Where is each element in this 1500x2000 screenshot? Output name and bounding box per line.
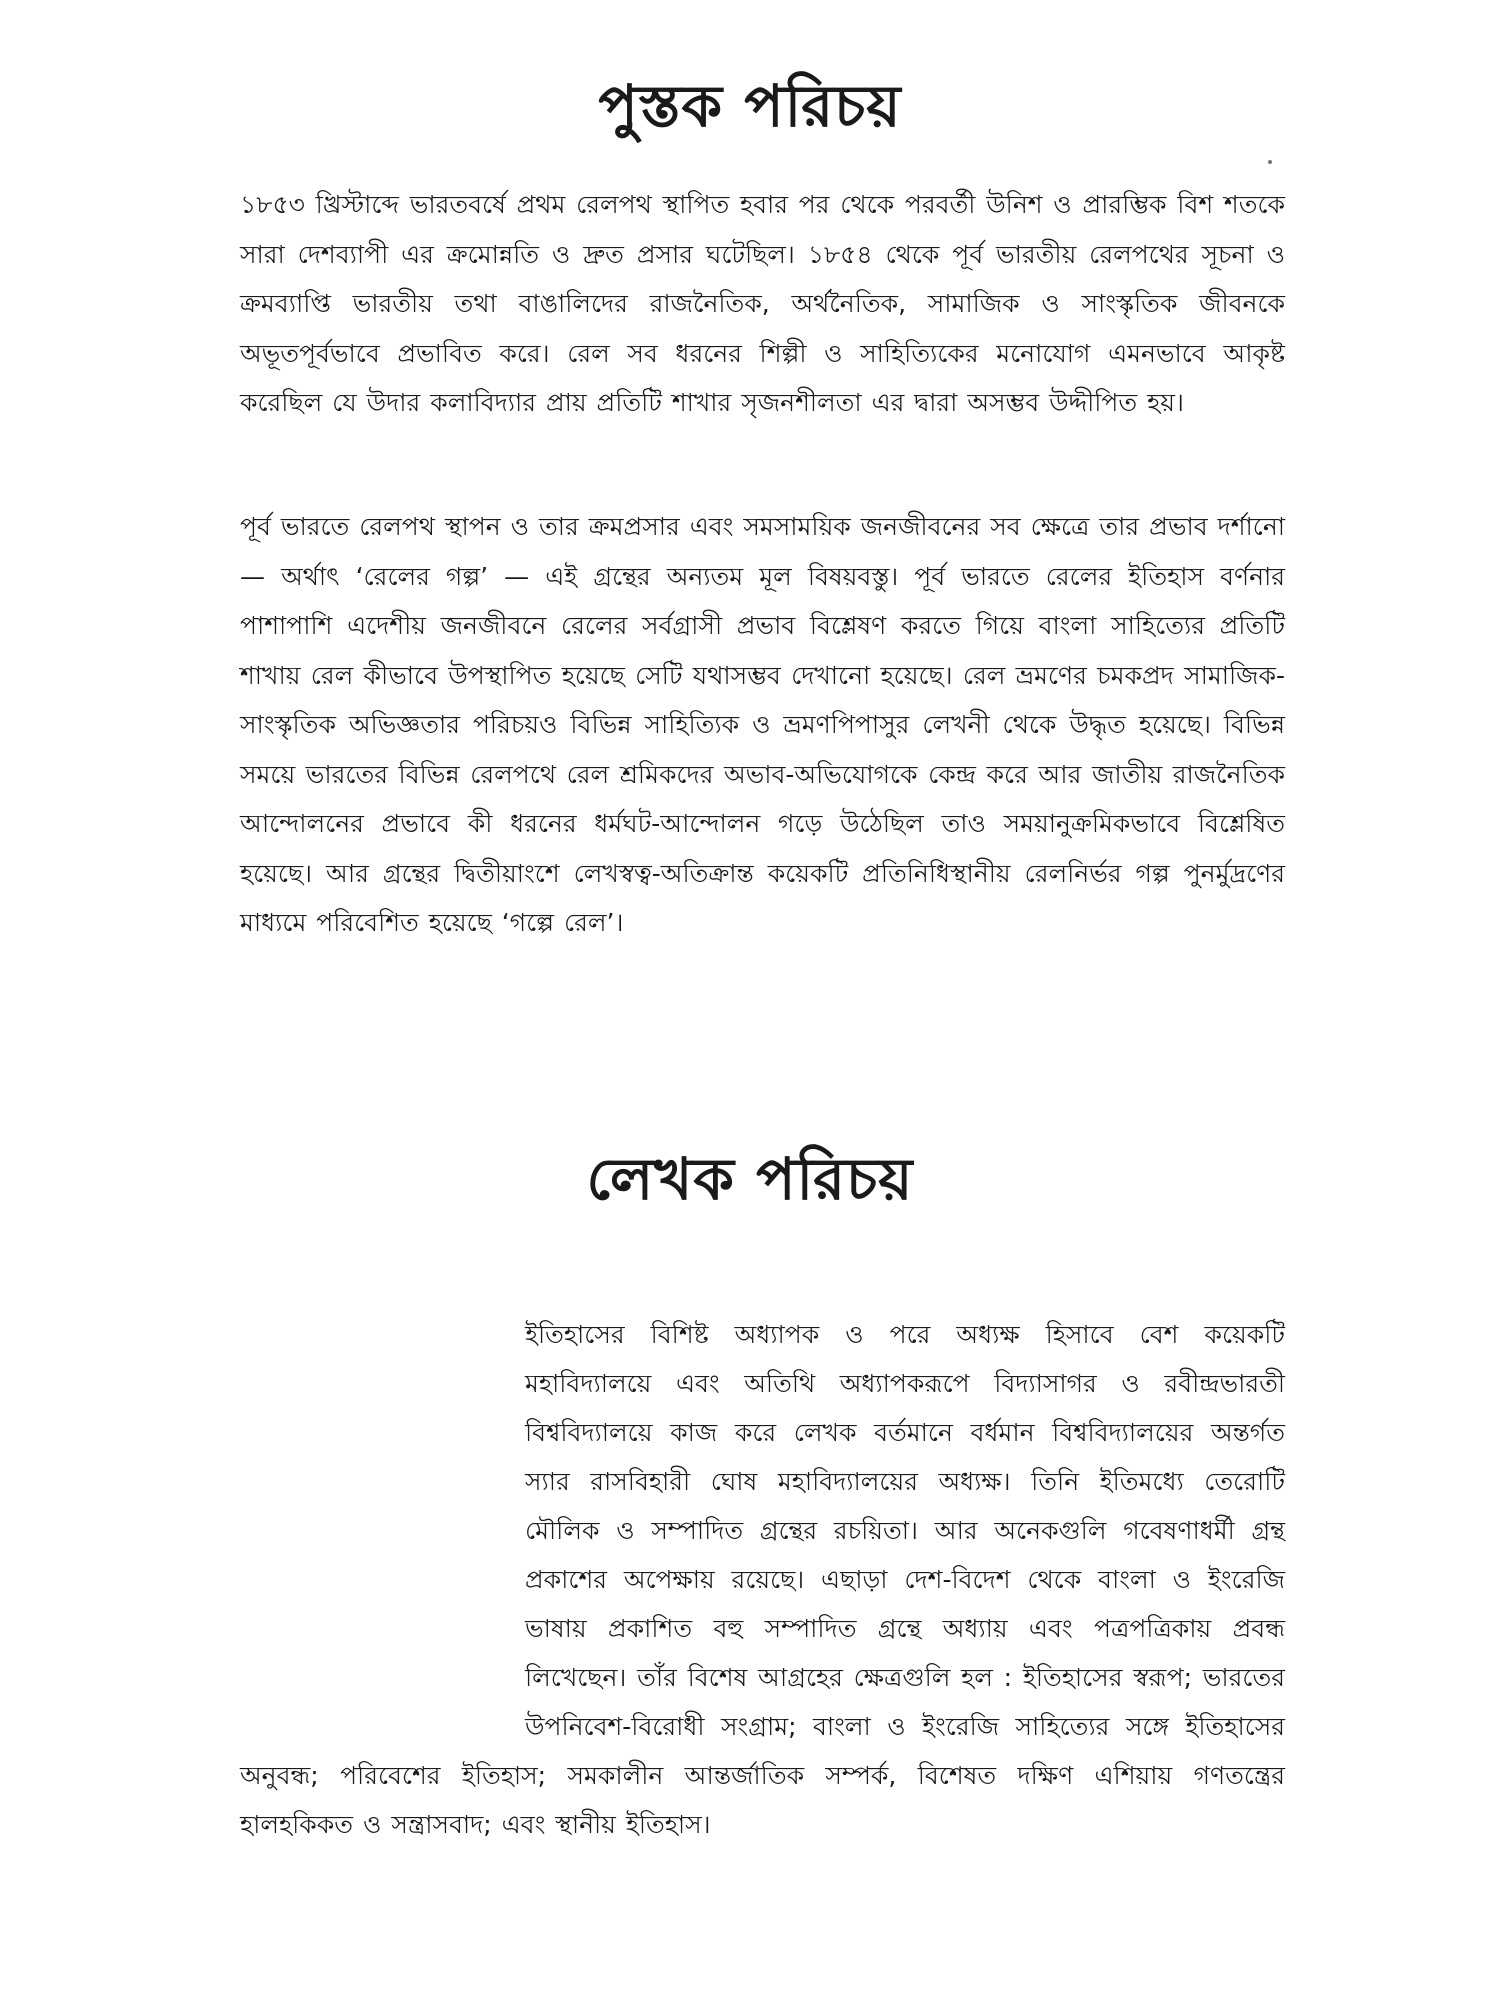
print-speck	[1268, 160, 1272, 164]
author-photo-space	[240, 1310, 525, 1732]
book-intro-heading: পুস্তক পরিচয়	[598, 72, 902, 140]
author-intro-paragraph: ইতিহাসের বিশিষ্ট অধ্যাপক ও পরে অধ্যক্ষ হিসাবে বেশ কয়েকটি মহাবিদ্যালয়ে এবং অতিথি অধ্যাপকরূপে বিদ্যাসাগর ও রবীন্দ্রভারতী বিশ্ববিদ্যালয়ে কাজ করে লেখক বর্তমানে বর্ধমান বিশ্ববিদ্যালয়ের অন্তর্গত স্যার রাসবিহারী ঘোষ মহাবিদ্যালয়ের অধ্যক্ষ। তিনি ইতিমধ্যে তেরোটি মৌলিক ও সম্পাদিত গ্রন্থের রচয়িতা। আর অনেকগুলি গবেষণাধর্মী গ্রন্থ প্রকাশের অপেক্ষায় রয়েছে। এছাড়া দেশ-বিদেশ থেকে বাংলা ও ইংরেজি ভাষায় প্রকাশিত বহু সম্পাদিত গ্রন্থে অধ্যায় এবং পত্রপত্রিকায় প্রবন্ধ লিখেছেন। তাঁর বিশেষ আগ্রহের ক্ষেত্রগুলি হল : ইতিহাসের স্বরূপ; ভারতের উপনিবেশ-বিরোধী সংগ্রাম; বাংলা ও ইংরেজি সাহিত্যের সঙ্গে ইতিহাসের অনুবন্ধ; পরিবেশের ইতিহাস; সমকালীন আন্তর্জাতিক সম্পর্ক, বিশেষত দক্ষিণ এশিয়ায় গণতন্ত্রের হালহকিকত ও সন্ত্রাসবাদ; এবং স্থানীয় ইতিহাস।	[240, 1320, 1285, 1839]
book-intro-paragraph-2: পূর্ব ভারতে রেলপথ স্থাপন ও তার ক্রমপ্রসার এবং সমসাময়িক জনজীবনের সব ক্ষেত্রে তার প্রভাব দর্শানো — অর্থাৎ ‘রেলের গল্প’ — এই গ্রন্থের অন্যতম মূল বিষয়বস্তু। পূর্ব ভারতে রেলের ইতিহাস বর্ণনার পাশাপাশি এদেশীয় জনজীবনে রেলের সর্বগ্রাসী প্রভাব বিশ্লেষণ করতে গিয়ে বাংলা সাহিত্যের প্রতিটি শাখায় রেল কীভাবে উপস্থাপিত হয়েছে সেটি যথাসম্ভব দেখানো হয়েছে। রেল ভ্রমণের চমকপ্রদ সামাজিক-সাংস্কৃতিক অভিজ্ঞতার পরিচয়ও বিভিন্ন সাহিত্যিক ও ভ্রমণপিপাসুর লেখনী থেকে উদ্ধৃত হয়েছে। বিভিন্ন সময়ে ভারতের বিভিন্ন রেলপথে রেল শ্রমিকদের অভাব-অভিযোগকে কেন্দ্র করে আর জাতীয় রাজনৈতিক আন্দোলনের প্রভাবে কী ধরনের ধর্মঘট-আন্দোলন গড়ে উঠেছিল তাও সময়ানুক্রমিকভাবে বিশ্লেষিত হয়েছে। আর গ্রন্থের দ্বিতীয়াংশে লেখস্বত্ব-অতিক্রান্ত কয়েকটি প্রতিনিধিস্থানীয় রেলনির্ভর গল্প পুনর্মুদ্রণের মাধ্যমে পরিবেশিত হয়েছে ‘গল্পে রেল’।	[240, 512, 1285, 937]
book-intro-paragraph-1: ১৮৫৩ খ্রিস্টাব্দে ভারতবর্ষে প্রথম রেলপথ স্থাপিত হবার পর থেকে পরবর্তী উনিশ ও প্রারম্ভিক বিশ শতকে সারা দেশব্যাপী এর ক্রমোন্নতি ও দ্রুত প্রসার ঘটেছিল। ১৮৫৪ থেকে পূর্ব ভারতীয় রেলপথের সূচনা ও ক্রমব্যাপ্তি ভারতীয় তথা বাঙালিদের রাজনৈতিক, অর্থনৈতিক, সামাজিক ও সাংস্কৃতিক জীবনকে অভূতপূর্বভাবে প্রভাবিত করে। রেল সব ধরনের শিল্পী ও সাহিত্যিকের মনোযোগ এমনভাবে আকৃষ্ট করেছিল যে উদার কলাবিদ্যার প্রায় প্রতিটি শাখার সৃজনশীলতা এর দ্বারা অসম্ভব উদ্দীপিত হয়।	[240, 190, 1285, 417]
author-intro-heading: লেখক পরিচয়	[586, 1145, 914, 1213]
author-intro-block	[240, 1310, 1285, 1849]
